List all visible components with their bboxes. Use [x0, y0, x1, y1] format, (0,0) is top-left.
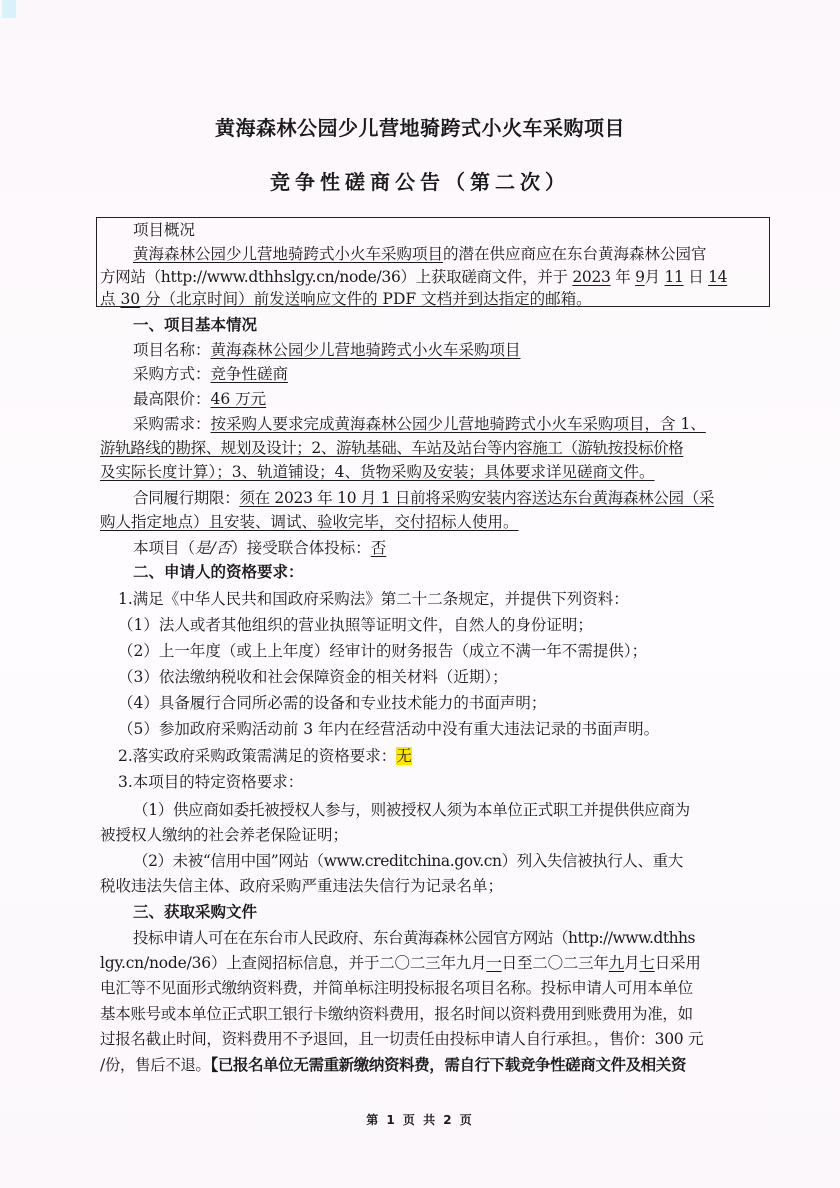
deadline-month: 9 [635, 268, 645, 286]
document-subtitle: 竞争性磋商公告（第二次） [270, 170, 570, 194]
deadline-minute: 30 [120, 290, 141, 308]
summary-line-3: 点 30 分（北京时间）前发送响应文件的 PDF 文档并到达指定的邮箱。 [100, 290, 592, 308]
consortium-row: 本项目（是/否）接受联合体投标：否 [133, 539, 387, 557]
deadline-hour: 14 [708, 268, 728, 286]
section-1-heading: 一、项目基本情况 [133, 316, 258, 334]
document-title: 黄海森林公园少儿营地骑跨式小火车采购项目 [215, 116, 625, 140]
qualification-sub-4: （4）具备履行合同所必需的设备和专业技术能力的书面声明； [118, 694, 547, 712]
project-name-link: 黄海森林公园少儿营地骑跨式小火车采购项目 [133, 245, 444, 263]
deadline-day: 11 [664, 268, 684, 286]
consortium-value: 否 [370, 539, 387, 557]
page-number: 第 1 页 共 2 页 [366, 1113, 474, 1127]
max-price-value: 46 万元 [210, 390, 267, 408]
section-3-line-2: lgy.cn/node/36）上查阅招标信息，并于二〇二三年九月一日至二〇二三年九月七日采用 [100, 954, 701, 972]
summary-line-1: 黄海森林公园少儿营地骑跨式小火车采购项目的潜在供应商应在东台黄海森林公园官 [133, 245, 707, 263]
specific-req-2-cont: 税收违法失信主体、政府采购严重违法失信行为记录名单； [100, 877, 504, 895]
contract-period-row: 合同履行期限：须在 2023 年 10 月 1 日前将采购安装内容送达东台黄海森林公园（采 [133, 489, 715, 507]
section-2-heading: 二、申请人的资格要求： [133, 563, 304, 581]
section-3-line-1: 投标申请人可在在东台市人民政府、东台黄海森林公园官方网站（http://www.dthhs [133, 929, 695, 947]
section-3-heading: 三、获取采购文件 [133, 903, 258, 921]
max-price-row: 最高限价：46 万元 [133, 390, 267, 408]
qualification-item-3: 3.本项目的特定资格要求： [118, 773, 304, 791]
section-3-line-5: 过报名截止时间，资料费用不予退回，且一切责任由投标申请人自行承担。，售价：300 元 [100, 1030, 704, 1048]
qualification-sub-3: （3）依法缴纳税收和社会保障资金的相关材料（近期）； [118, 668, 508, 686]
requirement-row: 采购需求：按采购人要求完成黄海森林公园少儿营地骑跨式小火车采购项目，含 1、 [133, 415, 706, 433]
qualification-sub-5: （5）参加政府采购活动前 3 年内在经营活动中没有重大违法记录的书面声明。 [118, 720, 660, 738]
specific-req-1-cont: 被授权人缴纳的社会养老保险证明； [100, 826, 349, 844]
requirement-line-3: 及实际长度计算）；3、轨道铺设；4、货物采购及安装；具体要求详见磋商文件。 [100, 463, 655, 481]
highlighted-none-value: 无 [396, 747, 412, 765]
section-3-line-6: /份，售后不退。【已报名单位无需重新缴纳资料费，需自行下载竞争性磋商文件及相关资 [100, 1056, 686, 1074]
deadline-year: 2023 [572, 268, 611, 286]
procurement-method-row: 采购方式：竞争性磋商 [133, 365, 289, 383]
contract-period-line-2: 购人指定地点）且安装、调试、验收完毕，交付招标人使用。 [100, 513, 519, 531]
qualification-sub-1: （1）法人或者其他组织的营业执照等证明文件，自然人的身份证明； [118, 616, 593, 634]
section-3-line-4: 基本账号或本单位正式职工银行卡缴纳资料费用，报名时间以资料费用到账费用为准，如 [100, 1005, 693, 1023]
qualification-sub-2: （2）上一年度（或上上年度）经审计的财务报告（成立不满一年不需提供）； [118, 642, 648, 660]
specific-req-2: （2）未被“信用中国”网站（www.creditchina.gov.cn）列入失信被执行人、重大 [133, 852, 683, 870]
qualification-item-2: 2.落实政府采购政策需满足的资格要求：无 [118, 747, 412, 765]
project-name-value: 黄海森林公园少儿营地骑跨式小火车采购项目 [210, 341, 521, 359]
project-name-row: 项目名称：黄海森林公园少儿营地骑跨式小火车采购项目 [133, 341, 521, 359]
specific-req-1: （1）供应商如委托被授权人参与，则被授权人须为本单位正式职工并提供供应商为 [133, 801, 690, 819]
summary-heading: 项目概况 [133, 221, 196, 239]
procurement-method-value: 竞争性磋商 [210, 365, 289, 383]
section-3-line-3: 电汇等不见面形式缴纳资料费，并简单标注明投标报名项目名称。投标申请人可用本单位 [100, 979, 693, 997]
summary-line-2: 方网站（http://www.dthhslgy.cn/node/36）上获取磋商文件，并于 2023 年 9月 11 日 14 [100, 268, 728, 286]
requirement-line-2: 游轨路线的勘探、规划及设计；2、游轨基础、车站及站台等内容施工（游轨按投标价格 [100, 439, 684, 457]
qualification-item-1: 1.满足《中华人民共和国政府采购法》第二十二条规定，并提供下列资料： [118, 590, 629, 608]
scan-corner-mark [2, 0, 16, 18]
